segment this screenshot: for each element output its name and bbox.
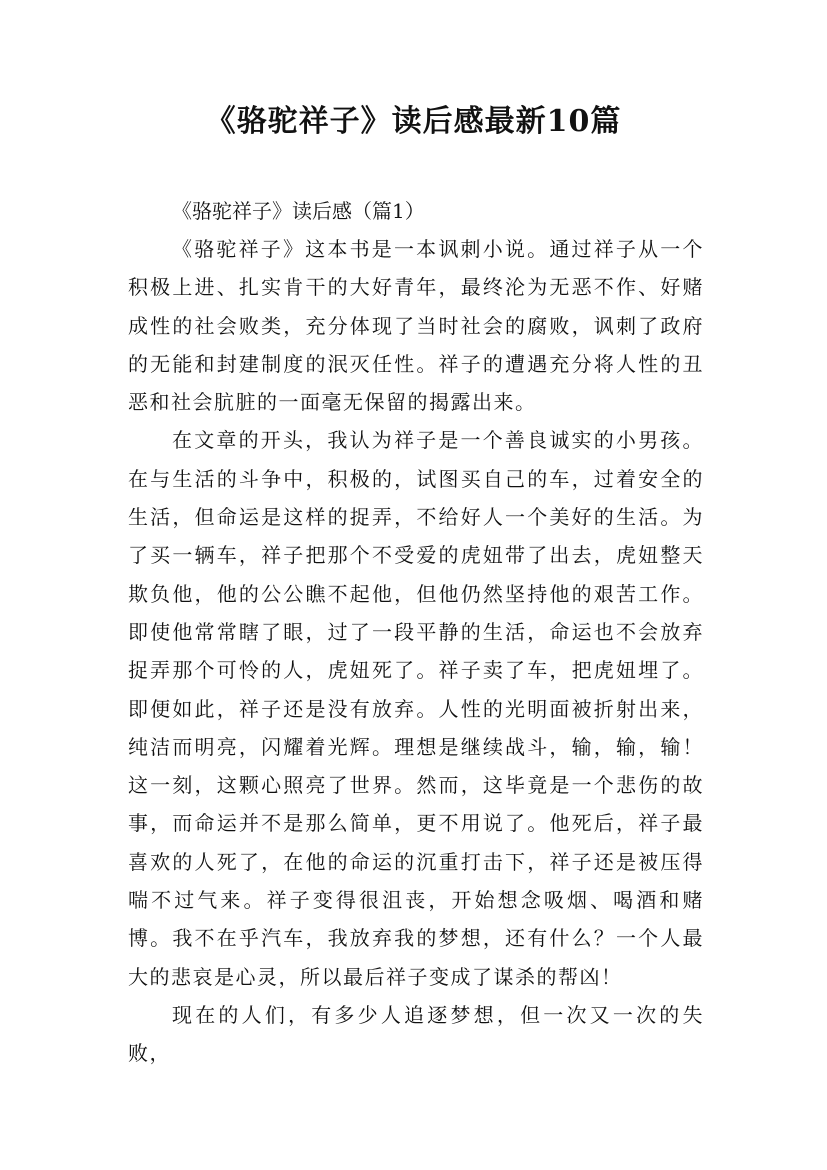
paragraph-2: 在文章的开头，我认为祥子是一个善良诚实的小男孩。在与生活的斗争中，积极的，试图买自己的车，过着安全的生活，但命运是这样的捉弄，不给好人一个美好的生活。为了买一辆车，祥子把那个不受爱的虎妞带了出去，虎妞整天欺负他，他的公公瞧不起他，但他仍然坚持他的艰苦工作。即使他常常瞎了眼，过了一段平静的生活，命运也不会放弃捉弄那个可怜的人，虎妞死了。祥子卖了车，把虎妞埋了。即便如此，祥子还是没有放弃。人性的光明面被折射出来，纯洁而明亮，闪耀着光辉。理想是继续战斗，输，输，输！这一刻，这颗心照亮了世界。然而，这毕竟是一个悲伤的故事，而命运并不是那么简单，更不用说了。他死后，祥子最喜欢的人死了，在他的命运的沉重打击下，祥子还是被压得喘不过气来。祥子变得很沮丧，开始想念吸烟、喝酒和赌博。我不在乎汽车，我放弃我的梦想，还有什么？一个人最大的悲哀是心灵，所以最后祥子变成了谋杀的帮凶！: [128, 428, 704, 989]
document-title: 《骆驼祥子》读后感最新10篇: [205, 104, 622, 139]
paragraph-1: 《骆驼祥子》这本书是一本讽刺小说。通过祥子从一个积极上进、扎实肯干的大好青年，最终沦为无恶不作、好赌成性的社会败类，充分体现了当时社会的腐败，讽刺了政府的无能和封建制度的泯灭任性。祥子的遭遇充分将人性的丑恶和社会肮脏的一面毫无保留的揭露出来。: [128, 237, 704, 415]
document-body: [128, 230, 704, 1073]
paragraph-3: 现在的人们，有多少人追逐梦想，但一次又一次的失败，: [128, 1002, 704, 1066]
section-heading: 《骆驼祥子》读后感（篇1）: [172, 199, 425, 223]
